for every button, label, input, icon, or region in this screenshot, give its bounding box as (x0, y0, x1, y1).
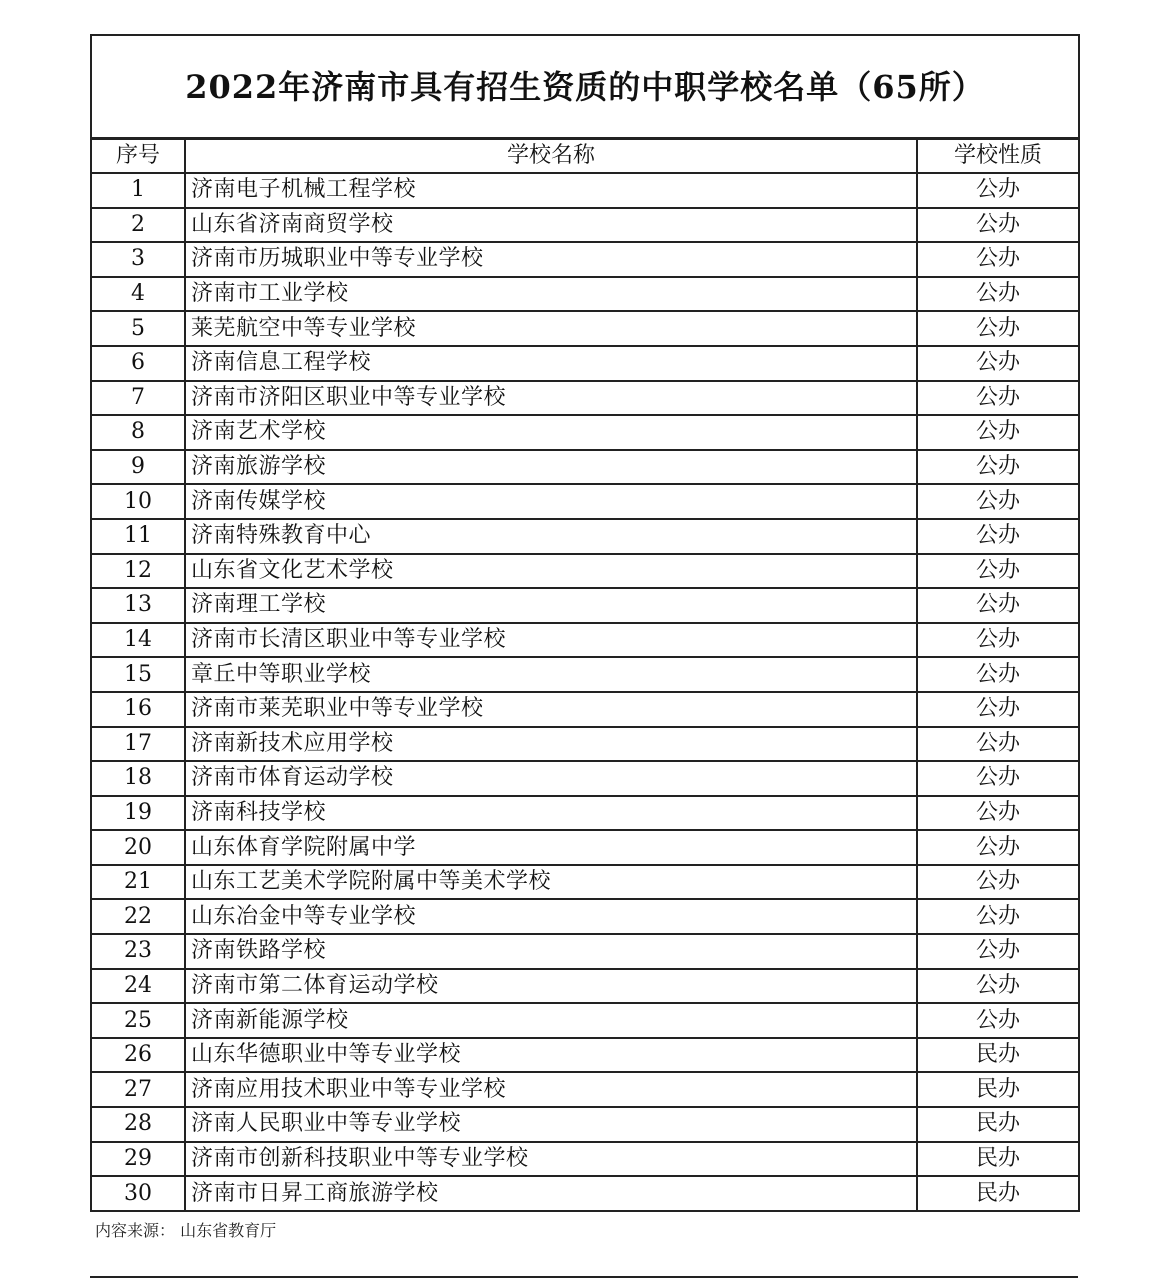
school-name: 济南旅游学校 (185, 450, 917, 485)
table-row (91, 899, 1079, 934)
row-number: 14 (91, 623, 185, 658)
school-type: 公办 (917, 554, 1079, 589)
row-number: 7 (91, 381, 185, 416)
school-type: 公办 (917, 969, 1079, 1004)
school-type: 公办 (917, 311, 1079, 346)
school-name: 山东工艺美术学院附属中等美术学校 (185, 865, 917, 900)
school-name: 济南市长清区职业中等专业学校 (185, 623, 917, 658)
row-number: 2 (91, 208, 185, 243)
school-type: 公办 (917, 415, 1079, 450)
school-type: 民办 (917, 1176, 1079, 1211)
school-name: 济南人民职业中等专业学校 (185, 1107, 917, 1142)
school-name: 山东华德职业中等专业学校 (185, 1038, 917, 1073)
row-number: 13 (91, 588, 185, 623)
row-number: 12 (91, 554, 185, 589)
school-type: 公办 (917, 796, 1079, 831)
school-name: 山东省济南商贸学校 (185, 208, 917, 243)
school-type: 公办 (917, 450, 1079, 485)
row-number: 19 (91, 796, 185, 831)
school-type: 公办 (917, 899, 1079, 934)
school-type: 公办 (917, 623, 1079, 658)
school-type: 公办 (917, 173, 1079, 208)
row-number: 3 (91, 242, 185, 277)
school-name: 济南理工学校 (185, 588, 917, 623)
table-row (91, 208, 1079, 243)
school-name: 济南特殊教育中心 (185, 519, 917, 554)
school-list-sheet (90, 34, 1078, 1212)
school-type: 民办 (917, 1142, 1079, 1177)
table-row (91, 657, 1079, 692)
school-name: 济南市日昇工商旅游学校 (185, 1176, 917, 1211)
table-row (91, 1176, 1079, 1211)
row-number: 22 (91, 899, 185, 934)
table-row (91, 1003, 1079, 1038)
table-title: 2022年济南市具有招生资质的中职学校名单（65所） (91, 35, 1079, 139)
table-row (91, 761, 1079, 796)
table-row (91, 1142, 1079, 1177)
school-type: 公办 (917, 865, 1079, 900)
row-number: 4 (91, 277, 185, 312)
header-row (91, 139, 1079, 174)
table-row (91, 242, 1079, 277)
table-row (91, 588, 1079, 623)
school-name: 济南新能源学校 (185, 1003, 917, 1038)
school-type: 公办 (917, 208, 1079, 243)
table-row (91, 311, 1079, 346)
row-number: 11 (91, 519, 185, 554)
school-name: 济南信息工程学校 (185, 346, 917, 381)
row-number: 29 (91, 1142, 185, 1177)
row-number: 8 (91, 415, 185, 450)
school-name: 济南市莱芜职业中等专业学校 (185, 692, 917, 727)
school-name: 济南市济阳区职业中等专业学校 (185, 381, 917, 416)
table-body (91, 173, 1079, 1211)
school-name: 济南市创新科技职业中等专业学校 (185, 1142, 917, 1177)
school-name: 山东体育学院附属中学 (185, 830, 917, 865)
row-number: 25 (91, 1003, 185, 1038)
table-row (91, 554, 1079, 589)
row-number: 15 (91, 657, 185, 692)
table-row (91, 277, 1079, 312)
table-row (91, 415, 1079, 450)
row-number: 21 (91, 865, 185, 900)
school-name: 济南新技术应用学校 (185, 727, 917, 762)
school-name: 济南艺术学校 (185, 415, 917, 450)
school-type: 公办 (917, 484, 1079, 519)
row-number: 26 (91, 1038, 185, 1073)
school-type: 公办 (917, 1003, 1079, 1038)
row-number: 27 (91, 1072, 185, 1107)
table-row (91, 346, 1079, 381)
school-type: 公办 (917, 519, 1079, 554)
school-type: 公办 (917, 692, 1079, 727)
row-number: 9 (91, 450, 185, 485)
bottom-divider (90, 1276, 1078, 1278)
school-type: 公办 (917, 657, 1079, 692)
table-row (91, 727, 1079, 762)
school-type: 公办 (917, 277, 1079, 312)
table-row (91, 623, 1079, 658)
school-name: 济南市体育运动学校 (185, 761, 917, 796)
table-row (91, 796, 1079, 831)
school-type: 公办 (917, 242, 1079, 277)
school-type: 公办 (917, 761, 1079, 796)
school-type: 公办 (917, 934, 1079, 969)
row-number: 6 (91, 346, 185, 381)
table-row (91, 969, 1079, 1004)
school-name: 济南传媒学校 (185, 484, 917, 519)
table-row (91, 830, 1079, 865)
school-name: 山东省文化艺术学校 (185, 554, 917, 589)
table-row (91, 865, 1079, 900)
row-number: 20 (91, 830, 185, 865)
school-name: 济南应用技术职业中等专业学校 (185, 1072, 917, 1107)
school-name: 莱芜航空中等专业学校 (185, 311, 917, 346)
row-number: 17 (91, 727, 185, 762)
table-row (91, 1072, 1079, 1107)
row-number: 1 (91, 173, 185, 208)
school-name: 济南电子机械工程学校 (185, 173, 917, 208)
school-type: 公办 (917, 588, 1079, 623)
table-row (91, 484, 1079, 519)
table-row (91, 519, 1079, 554)
school-name: 济南市第二体育运动学校 (185, 969, 917, 1004)
school-type: 民办 (917, 1107, 1079, 1142)
header-num: 序号 (91, 139, 185, 174)
header-type: 学校性质 (917, 139, 1079, 174)
table-row (91, 934, 1079, 969)
row-number: 18 (91, 761, 185, 796)
school-name: 济南铁路学校 (185, 934, 917, 969)
header-name: 学校名称 (185, 139, 917, 174)
school-name: 章丘中等职业学校 (185, 657, 917, 692)
school-name: 山东冶金中等专业学校 (185, 899, 917, 934)
school-list-table (90, 34, 1080, 1212)
row-number: 16 (91, 692, 185, 727)
school-name: 济南市历城职业中等专业学校 (185, 242, 917, 277)
school-type: 民办 (917, 1072, 1079, 1107)
row-number: 23 (91, 934, 185, 969)
row-number: 10 (91, 484, 185, 519)
school-type: 公办 (917, 830, 1079, 865)
row-number: 5 (91, 311, 185, 346)
school-type: 民办 (917, 1038, 1079, 1073)
school-name: 济南科技学校 (185, 796, 917, 831)
row-number: 28 (91, 1107, 185, 1142)
school-type: 公办 (917, 346, 1079, 381)
school-type: 公办 (917, 727, 1079, 762)
table-row (91, 381, 1079, 416)
table-row (91, 450, 1079, 485)
school-name: 济南市工业学校 (185, 277, 917, 312)
table-row (91, 692, 1079, 727)
table-row (91, 173, 1079, 208)
row-number: 24 (91, 969, 185, 1004)
source-note: 内容来源： 山东省教育厅 (95, 1221, 277, 1240)
school-type: 公办 (917, 381, 1079, 416)
row-number: 30 (91, 1176, 185, 1211)
table-row (91, 1107, 1079, 1142)
table-row (91, 1038, 1079, 1073)
